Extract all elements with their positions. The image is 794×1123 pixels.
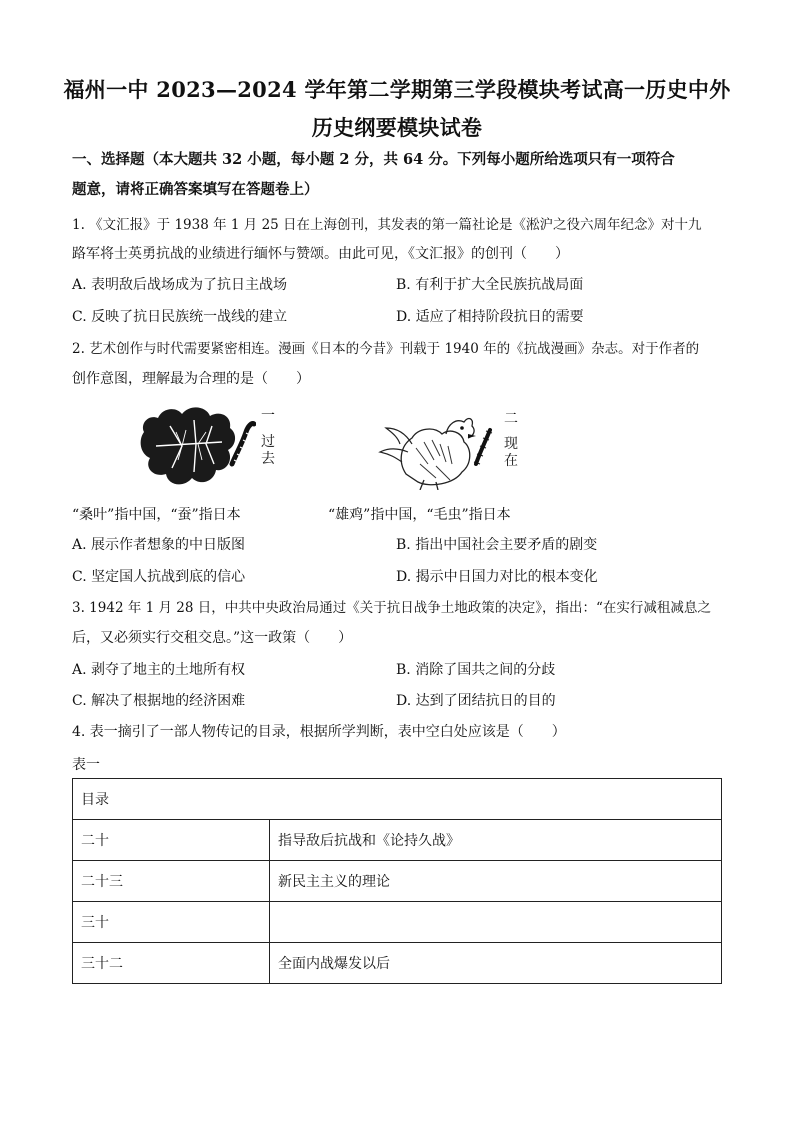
cartoon-present-label-2: 现 (504, 436, 518, 452)
cartoon-present-label-3: 在 (504, 453, 518, 469)
question-3-option-a[interactable]: A. 剥夺了地主的土地所有权 (72, 662, 246, 678)
question-2-option-d[interactable]: D. 揭示中日国力对比的根本变化 (396, 569, 598, 585)
question-3-stem-line-1: 3. 1942 年 1 月 28 日，中共中央政治局通过《关于抗日战争土地政策的决定》，指出：“在实行减租减息之 (72, 600, 711, 616)
question-1-option-c[interactable]: C. 反映了抗日民族统一战线的建立 (72, 309, 288, 325)
question-2-option-b[interactable]: B. 指出中国社会主要矛盾的剧变 (396, 537, 598, 553)
question-1-stem-line-1: 1. 《文汇报》于 1938 年 1 月 25 日在上海创刊，其发表的第一篇社论是《淞沪之役六周年纪念》对十九 (72, 217, 702, 233)
chapter-number-cell: 二十 (73, 820, 270, 861)
question-2-option-c[interactable]: C. 坚定国人抗战到底的信心 (72, 569, 246, 585)
question-1-stem-line-2: 路军将士英勇抗战的业绩进行缅怀与赞颂。由此可见，《文汇报》的创刊（ ） (72, 246, 569, 262)
chapter-title-cell: 新民主主义的理论 (270, 861, 722, 902)
table-row (73, 902, 722, 943)
question-3-stem-line-2: 后，又必须实行交租交息。”这一政策（ ） (72, 630, 353, 646)
table-row (73, 861, 722, 902)
table-header-row (73, 779, 722, 820)
question-1-option-a[interactable]: A. 表明敌后战场成为了抗日主战场 (72, 277, 288, 293)
question-2-stem-line-1: 2. 艺术创作与时代需要紧密相连。漫画《日本的今昔》刊载于 1940 年的《抗战漫画》杂志。对于作者的 (72, 341, 700, 357)
question-4-stem-line-1: 4. 表一摘引了一部人物传记的目录，根据所学判断，表中空白处应该是（ ） (72, 724, 566, 740)
biography-contents-table (72, 778, 722, 984)
cartoon-present-label-1: 二 (504, 411, 518, 427)
table-header-cell: 目录 (73, 779, 722, 820)
cartoon-past-label-3: 去 (261, 451, 275, 467)
cartoon-present-rooster-caterpillar (376, 404, 498, 490)
chapter-title-blank-cell (270, 902, 722, 943)
section-heading-line-1: 一、选择题（本大题共 32 小题，每小题 2 分，共 64 分。下列每小题所给选项只有一项符合 (72, 151, 675, 168)
question-2-stem-line-2: 创作意图，理解最为合理的是（ ） (72, 371, 310, 387)
cartoon-past-label-2: 过 (261, 434, 275, 450)
cartoon-past-label-1: 一 (261, 408, 275, 424)
chapter-title-cell: 指导敌后抗战和《论持久战》 (270, 820, 722, 861)
table-caption: 表一 (72, 757, 100, 773)
question-1-option-b[interactable]: B. 有利于扩大全民族抗战局面 (396, 277, 584, 293)
table-row (73, 820, 722, 861)
chapter-title-cell: 全面内战爆发以后 (270, 943, 722, 984)
chapter-number-cell: 三十二 (73, 943, 270, 984)
table-row (73, 943, 722, 984)
section-heading-line-2: 题意，请将正确答案填写在答题卷上） (72, 181, 319, 198)
cartoon-present-caption: “雄鸡”指中国，“毛虫”指日本 (328, 507, 511, 523)
question-3-option-c[interactable]: C. 解决了根据地的经济困难 (72, 693, 246, 709)
exam-title-line-2: 历史纲要模块试卷 (311, 115, 483, 140)
exam-title-line-1: 福州一中 2023—2024 学年第二学期第三学段模块考试高一历史中外 (63, 77, 731, 102)
chapter-number-cell: 二十三 (73, 861, 270, 902)
silkworm-icon (232, 423, 254, 464)
cartoon-past-caption: “桑叶”指中国，“蚕”指日本 (72, 507, 241, 523)
question-2-option-a[interactable]: A. 展示作者想象的中日版图 (72, 537, 246, 553)
chapter-number-cell: 三十 (73, 902, 270, 943)
question-1-option-d[interactable]: D. 适应了相持阶段抗日的需要 (396, 309, 584, 325)
question-3-option-d[interactable]: D. 达到了团结抗日的目的 (396, 693, 556, 709)
cartoon-past-mulberry-leaf-silkworm (136, 402, 256, 492)
question-3-option-b[interactable]: B. 消除了国共之间的分歧 (396, 662, 556, 678)
caterpillar-icon (474, 430, 492, 464)
